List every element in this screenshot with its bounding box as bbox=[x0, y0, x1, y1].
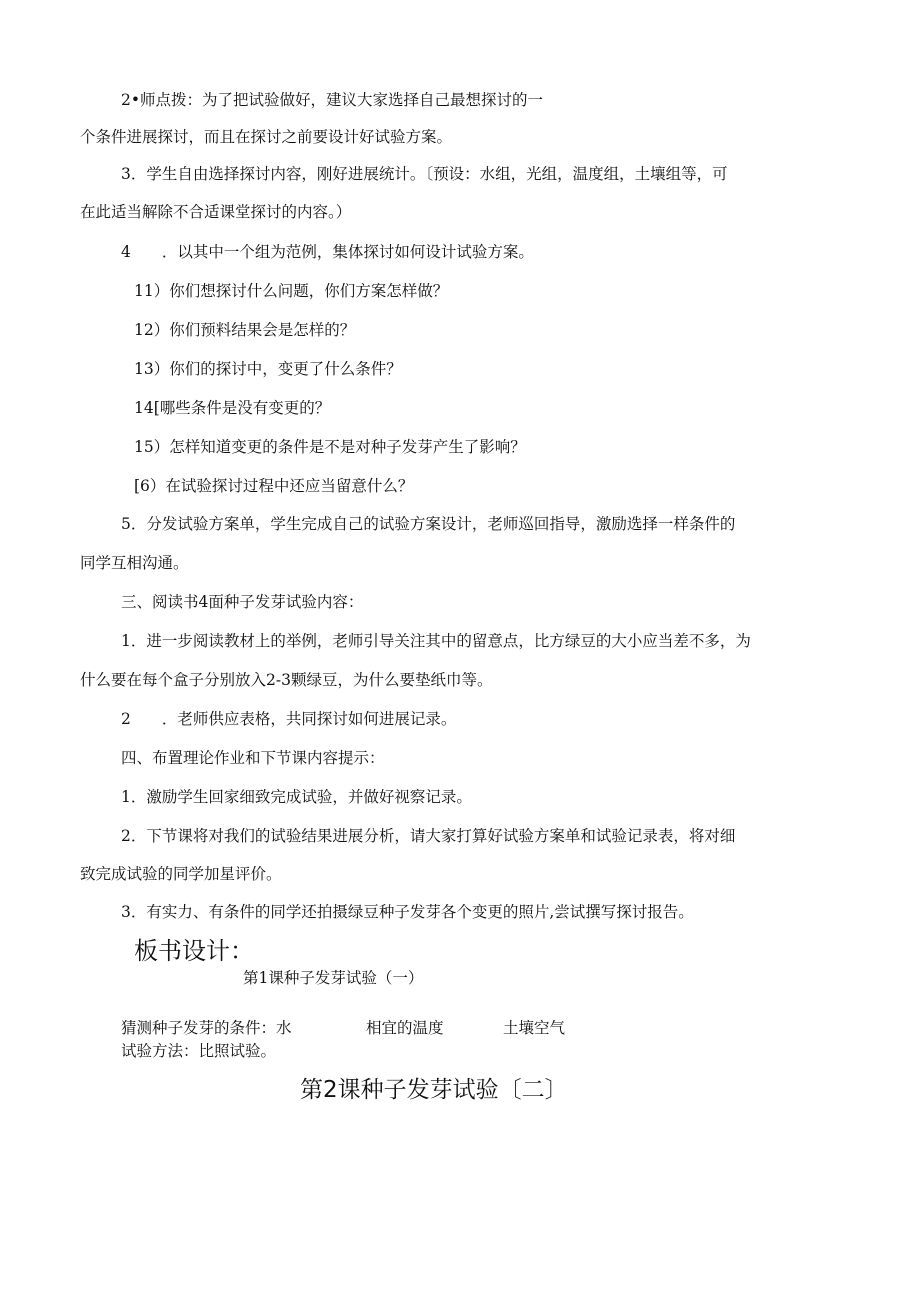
text-line: 5．分发试验方案单，学生完成自己的试验方案设计，老师巡回指导，激励选择一样条件的 bbox=[121, 515, 736, 533]
text-line: 在此适当解除不合适课堂探讨的内容。） bbox=[80, 203, 352, 221]
text-line: 4 ．以其中一个组为范例，集体探讨如何设计试验方案。 bbox=[121, 243, 534, 261]
text-line: 15）怎样知道变更的条件是不是对种子发芽产生了影响？ bbox=[134, 438, 526, 456]
text-line: 1．进一步阅读教材上的举例，老师引导关注其中的留意点，比方绿豆的大小应当差不多，为 bbox=[121, 632, 751, 650]
text-line: 13）你们的探讨中，变更了什么条件？ bbox=[134, 360, 402, 378]
experiment-method: 试验方法：比照试验。 bbox=[121, 1042, 277, 1060]
guess-condition-soil-air: 土壤空气 bbox=[503, 1019, 566, 1037]
text-line: 2．下节课将对我们的试验结果进展分析，请大家打算好试验方案单和试验记录表，将对细 bbox=[121, 827, 736, 845]
text-line: 14[哪些条件是没有变更的？ bbox=[134, 399, 331, 417]
text-line: 什么要在每个盒子分别放入2-3颗绿豆，为什么要垫纸巾等。 bbox=[80, 671, 493, 689]
text-line: 1．激励学生回家细致完成试验，并做好视察记录。 bbox=[121, 788, 472, 806]
text-line: 同学互相沟通。 bbox=[80, 554, 189, 572]
guess-condition-temperature: 相宜的温度 bbox=[366, 1019, 444, 1037]
text-line: 3．有实力、有条件的同学还拍摄绿豆种子发芽各个变更的照片,尝试撰写探讨报告。 bbox=[121, 903, 694, 921]
text-line: 12）你们预料结果会是怎样的？ bbox=[134, 321, 356, 339]
text-line: 致完成试验的同学加星评价。 bbox=[80, 865, 282, 883]
lesson2-title: 第2课种子发芽试验〔二〕 bbox=[300, 1077, 568, 1103]
text-line: 个条件进展探讨，而且在探讨之前要设计好试验方案。 bbox=[80, 128, 453, 146]
section-heading: 三、阅读书4面种子发芽试验内容： bbox=[121, 593, 364, 611]
guess-conditions-label: 猜测种子发芽的条件：水 bbox=[121, 1019, 292, 1037]
board-design-heading: 板书设计： bbox=[134, 937, 254, 965]
text-line: [6）在试验探讨过程中还应当留意什么？ bbox=[134, 477, 414, 495]
text-line: 2 ．老师供应表格，共同探讨如何进展记录。 bbox=[121, 710, 457, 728]
text-line: 3．学生自由选择探讨内容，刚好进展统计。〔预设：水组，光组，温度组，土壤组等，可 bbox=[121, 165, 728, 183]
lesson1-title: 第1课种子发芽试验（一） bbox=[243, 969, 424, 987]
text-line: 11）你们想探讨什么问题，你们方案怎样做？ bbox=[134, 282, 449, 300]
section-heading: 四、布置理论作业和下节课内容提示： bbox=[121, 749, 385, 767]
text-line: 2•师点拨：为了把试验做好，建议大家选择自己最想探讨的一 bbox=[121, 91, 544, 109]
